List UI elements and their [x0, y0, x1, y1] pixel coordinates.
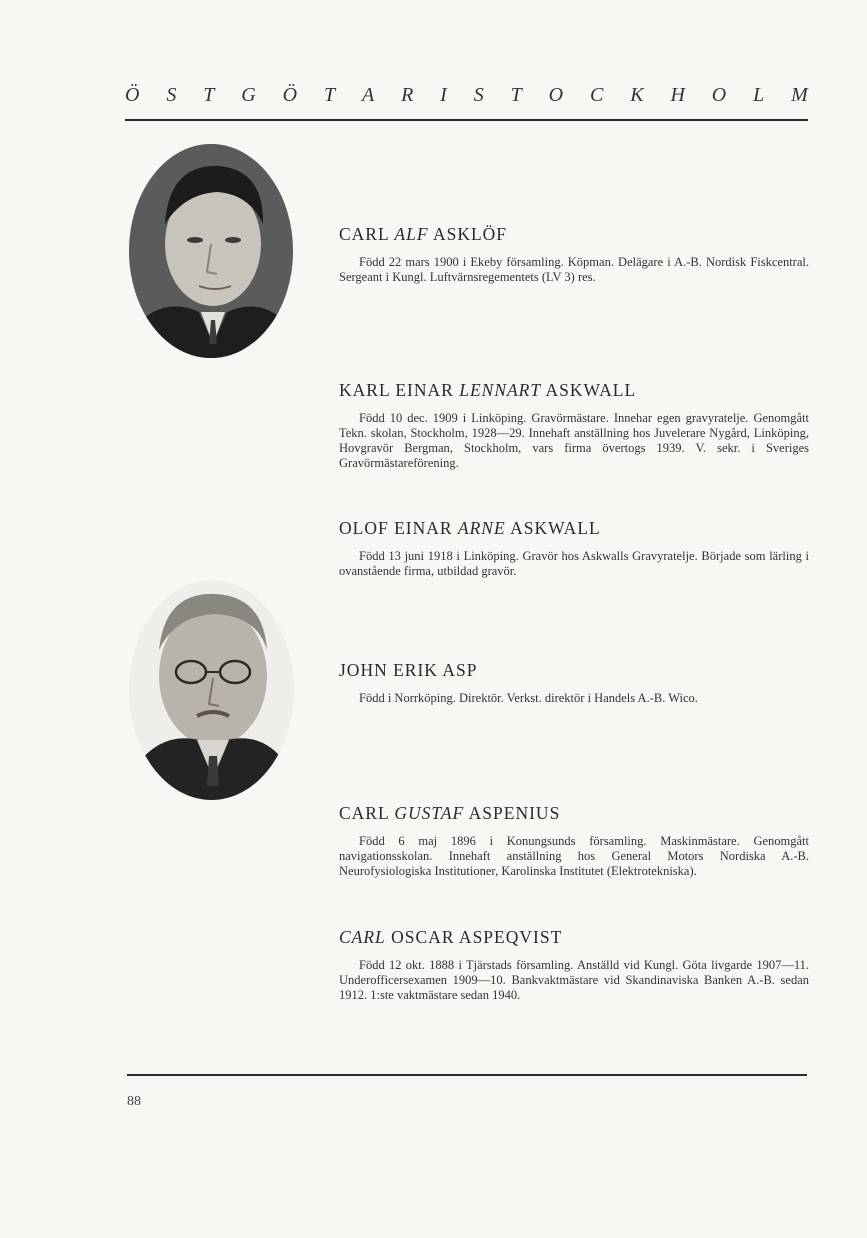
running-header [125, 84, 808, 107]
header-letter: I [440, 84, 447, 106]
header-rule [125, 119, 808, 121]
header-letter: M [791, 84, 808, 106]
person-name: CARL OSCAR ASPEQVIST [339, 927, 563, 947]
person-name: KARL EINAR LENNART ASKWALL [339, 380, 637, 400]
portrait-photo [129, 144, 293, 358]
header-letter: T [510, 84, 522, 106]
person-name: CARL ALF ASKLÖF [339, 224, 508, 244]
footer-rule [127, 1074, 807, 1076]
person-entry [339, 518, 809, 579]
person-bio: Född 22 mars 1900 i Ekeby församling. Köpman. Delägare i A.-B. Nordisk Fiskcentral. Sergeant i Kungl. Luftvärnsregementets (LV 3) res. [339, 255, 809, 284]
header-letter: G [241, 84, 256, 106]
header-letter: C [589, 84, 604, 106]
header-letter: S [473, 84, 484, 106]
header-letter: O [711, 84, 727, 106]
person-entry [339, 224, 809, 285]
header-letter: H [670, 84, 685, 106]
person-name: CARL GUSTAF ASPENIUS [339, 803, 561, 823]
portrait-photo [129, 580, 294, 800]
header-letter: S [166, 84, 177, 106]
person-name: OLOF EINAR ARNE ASKWALL [339, 518, 601, 538]
header-letter: L [753, 84, 765, 106]
header-letter: Ö [282, 84, 298, 106]
person-bio: Född i Norrköping. Direktör. Verkst. direktör i Handels A.-B. Wico. [359, 691, 698, 705]
person-bio: Född 12 okt. 1888 i Tjärstads församling. Anställd vid Kungl. Göta livgarde 1907—11. Underofficersexamen 1909—10. Bankvaktmästare vid Skandinaviska Banken A.-B. sedan 1912. 1:ste vaktmästare sedan 1940. [339, 958, 809, 1002]
person-bio: Född 13 juni 1918 i Linköping. Gravör hos Askwalls Gravyratelje. Började som lärling i ovanstående firma, utbildad gravör. [339, 549, 809, 578]
person-entry [339, 380, 809, 471]
person-entry [339, 660, 809, 706]
header-letter: A [361, 84, 375, 106]
person-entry [339, 927, 809, 1003]
person-name: JOHN ERIK ASP [339, 660, 478, 680]
person-bio: Född 10 dec. 1909 i Linköping. Gravörmästare. Innehar egen gravyratelje. Genomgått Tekn. skolan, Stockholm, 1928—29. Innehaft anställning hos Juvelerare Nygård, Linköping, Hovgravör Bergman, Stockholm, vars firma övertogs 1939. V. sekr. i Sveriges Gravörmästareförening. [339, 411, 809, 470]
person-entry [339, 803, 809, 879]
person-bio: Född 6 maj 1896 i Konungsunds församling. Maskinmästare. Genomgått navigationsskolan. Innehaft anställning hos General Motors Nordiska A.-B. Neurofysiologiska Institutioner, Karolinska Institutet (Elektrotekniska). [339, 834, 809, 878]
page-number: 88 [127, 1094, 141, 1109]
header-letter: T [203, 84, 215, 106]
header-letter: K [630, 84, 644, 106]
header-letter: Ö [125, 84, 140, 106]
header-letter: O [548, 84, 564, 106]
header-letter: T [323, 84, 336, 106]
header-letter: R [401, 84, 414, 106]
